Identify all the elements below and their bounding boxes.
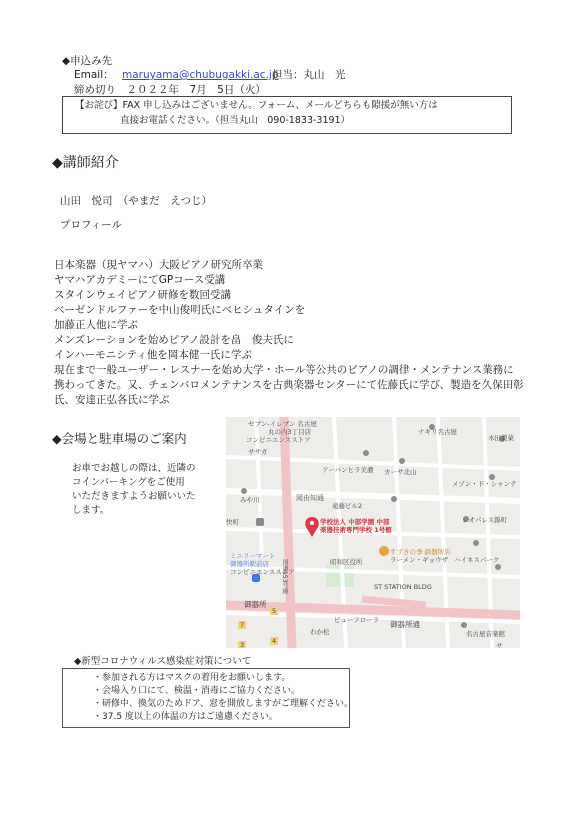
map-label: サ: [496, 642, 503, 648]
venue-label: 楽器技術専門学校 1号館: [320, 526, 392, 534]
covid-heading: ◆新型コロナウィルス感染症対策について: [74, 656, 252, 667]
profile-line: 携わってきた。又、チェンバロメンテナンスを古典楽器センターにて佐藤氏に学び、製造を久保田彰: [54, 379, 524, 391]
map-label: 岡由知通: [296, 494, 324, 502]
profile-line: 加藤正人他に学ぶ: [54, 319, 138, 331]
covid-box: [62, 668, 354, 728]
map-label: すずきの季 御器所店: [390, 548, 451, 556]
venue-text-line: いただきますようお願いいた: [72, 491, 196, 502]
route-marker: 5: [272, 607, 277, 615]
profile-line: 日本楽器（現ヤマハ）大阪ピアノ研究所卒業: [54, 259, 264, 271]
map-label: レオパレス錦町: [462, 516, 508, 524]
instructor-name: 山田 悦司 （やまだ えつじ）: [60, 195, 213, 207]
route-marker: 4: [272, 637, 277, 645]
map-label: 御器所通: [390, 620, 420, 629]
notice-line-2: 直接お電話ください。（担当丸山 090-1833-3191）: [120, 115, 351, 126]
notice-box: [62, 96, 512, 134]
map-label: ササガ: [248, 448, 268, 456]
map-label: アーバンヒラ美濃: [322, 466, 374, 474]
contact-person: 担当：丸山 光: [272, 69, 346, 81]
email-link[interactable]: maruyama@chubugakki.ac.jp: [122, 69, 279, 81]
route-marker: 7: [240, 621, 245, 629]
map-label: みや川: [240, 496, 260, 504]
venue-map[interactable]: [226, 417, 520, 648]
map-label: カーサ北山: [384, 468, 417, 476]
map-label: ビューフローラ: [334, 616, 380, 624]
covid-line: ・研修中、換気のためドア、窓を開放しますがご理解ください。: [93, 699, 354, 709]
covid-line: ・参加される方はマスクの着用をお願いします。: [93, 673, 291, 683]
venue-text-line: します。: [72, 505, 110, 516]
profile-line: スタインウェイピアノ研修を数回受講: [54, 289, 232, 301]
map-label: ハイネスパーク: [454, 556, 500, 564]
covid-line: ・37.5 度以上の体温の方はご遠慮ください。: [93, 712, 278, 722]
map-label: わか松: [310, 628, 330, 636]
profile-line: 現在まで一般ユーザー・レスナーを始め大学・ホール等公共のピアノの調律・メンテナンス業務に: [54, 364, 514, 376]
venue-text-line: お車でお越しの際は、近隣の: [72, 463, 196, 474]
profile-line: メンズレーションを始めピアノ設計を畠 俊夫氏に: [54, 334, 294, 346]
venue-heading: ◆会場と駐車場のご案内: [52, 431, 187, 446]
deadline: 締め切り ２０２２年 7月 5日（火）: [74, 84, 266, 96]
map-label: 御器所駅前店: [230, 560, 269, 568]
venue-label: 学校法人 中部学園 中部: [320, 518, 390, 526]
map-label: 名古屋音楽館: [466, 630, 505, 638]
map-label: コンビニエンスストア: [246, 436, 311, 444]
map-label: 遠藤ビル2: [332, 502, 363, 510]
map-label: ラーメン・ギョウザ: [390, 556, 449, 564]
profile-label: プロフィール: [60, 219, 122, 231]
profile-line: ベーゼンドルファーを中山俊明氏にベヒシュタインを: [54, 304, 306, 316]
map-label: コンビニエンスストア: [230, 568, 295, 576]
notice-line-1: 【お詫び】FAX 申し込みはございません。フォーム、メールどちらも隙援が無い方は: [75, 100, 438, 111]
map-label: ナキリ名古屋: [418, 428, 457, 436]
map-label: セブン-イレブン 名古屋: [248, 420, 317, 428]
profile-line: インハーモニシティ他を岡本健一氏に学ぶ: [54, 349, 252, 361]
profile-line: 氏、安達正弘各氏に学ぶ: [54, 394, 170, 406]
covid-line: ・会場入り口にて、検温・消毒にご協力ください。: [93, 686, 300, 696]
map-label: ミニリーマート: [230, 552, 276, 560]
map-label: 快町: [226, 518, 239, 526]
map-label: 昭和区役所: [330, 558, 363, 566]
map-label: 木田製菓: [488, 434, 514, 442]
map-label: 丸の内3丁目店: [268, 428, 312, 436]
map-label: 御器所: [244, 600, 267, 609]
route-marker: 3: [240, 641, 245, 648]
map-label: 国道153号線: [281, 559, 288, 595]
map-label: メゾン・ド・シャンテ: [452, 480, 517, 488]
profile-line: ヤマハアカデミーにてGPコース受講: [54, 274, 226, 286]
apply-heading: ◆申込み先: [62, 55, 113, 67]
map-label: ST STATION BLDG: [374, 583, 432, 591]
venue-text-line: コインパーキングをご使用: [72, 477, 185, 488]
email-label: Email：: [74, 69, 114, 81]
instructor-heading: ◆講師紹介: [52, 155, 119, 171]
